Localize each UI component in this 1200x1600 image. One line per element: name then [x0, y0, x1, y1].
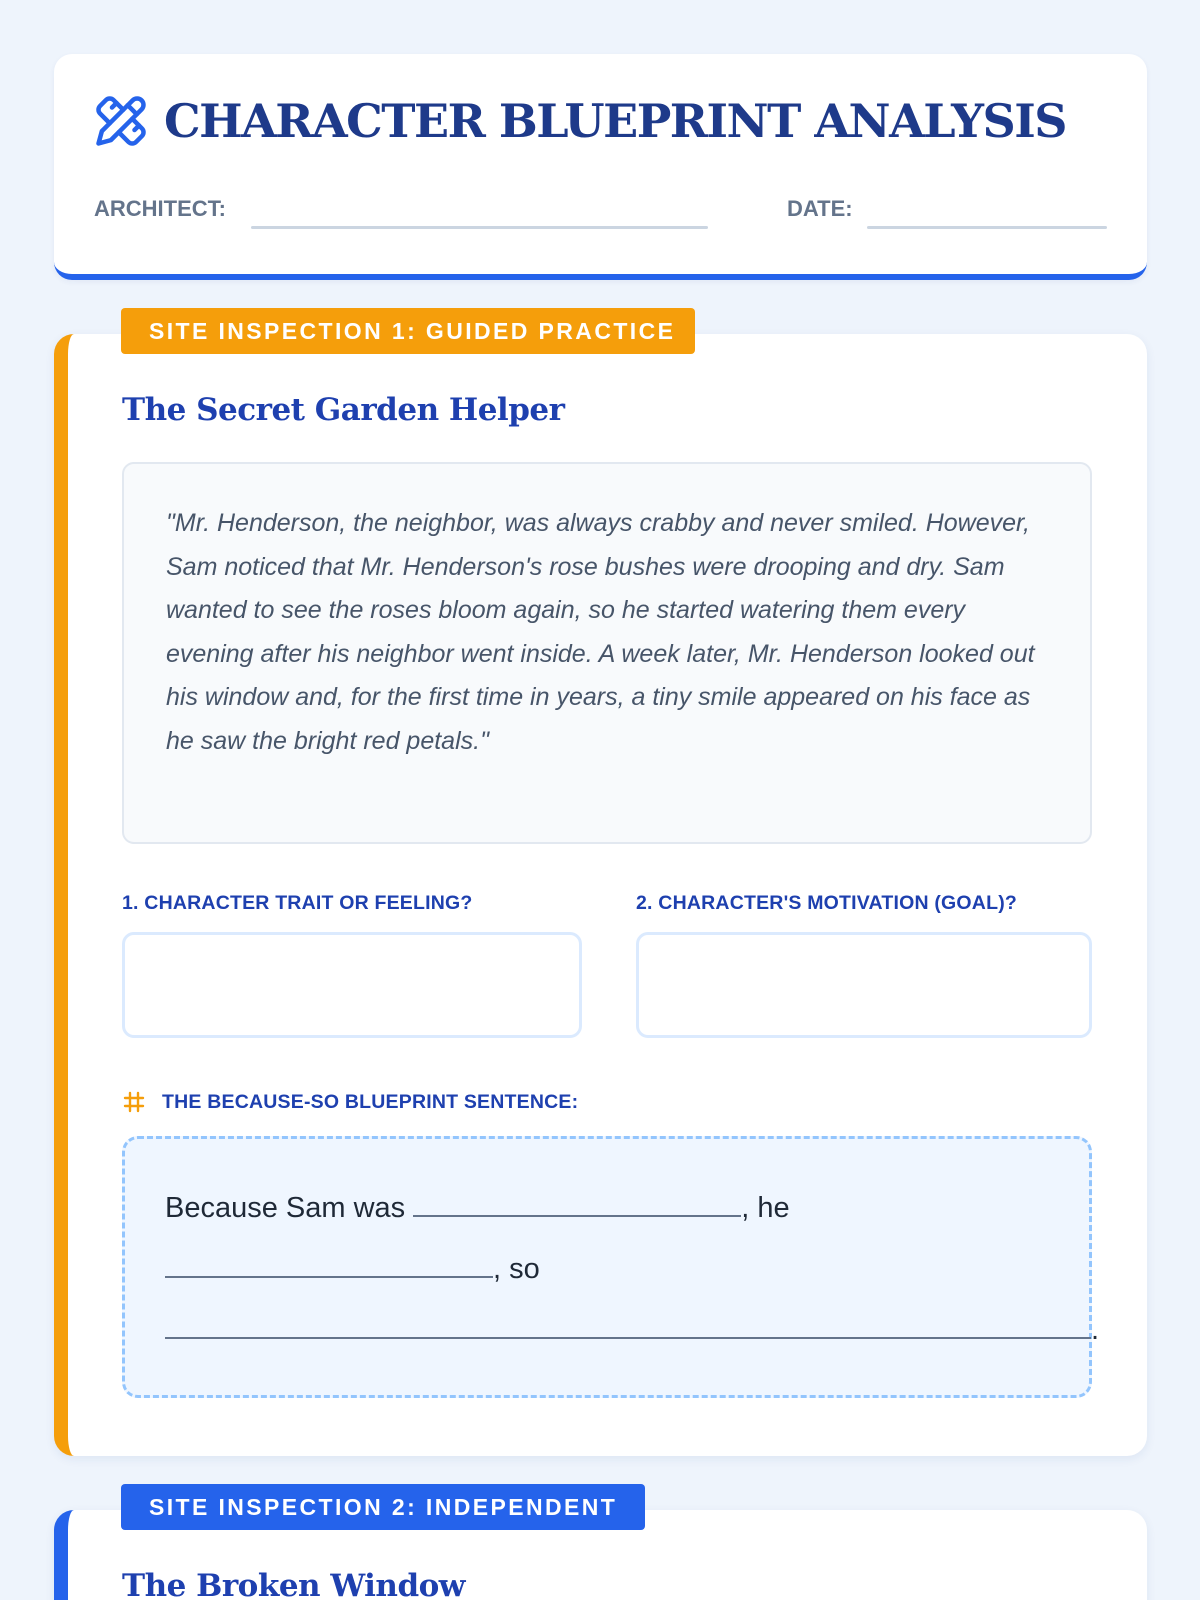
header-card	[54, 54, 1147, 280]
architect-label: ARCHITECT:	[94, 196, 226, 221]
sentence-blank-result[interactable]	[165, 1313, 1091, 1339]
sentence-part-3: , so	[493, 1253, 540, 1285]
blueprint-header	[122, 1090, 578, 1114]
page-title: CHARACTER BLUEPRINT ANALYSIS	[164, 94, 1066, 148]
sentence-line-1	[165, 1191, 790, 1225]
architect-field[interactable]	[251, 226, 708, 229]
section-1-badge: SITE INSPECTION 1: GUIDED PRACTICE	[121, 308, 695, 354]
question-2-answer-box[interactable]	[636, 932, 1092, 1038]
blueprint-sentence-box	[122, 1136, 1100, 1398]
story-passage: "Mr. Henderson, the neighbor, was always crabby and never smiled. However, Sam noticed that Mr. Henderson's rose bushes were drooping and dry. Sam wanted to see the roses bloom again, so he started watering them every evening after his neighbor went inside. A week later, Mr. Henderson looked out his window and, for the first time in years, a tiny smile appeared on his face as he saw the bright red petals."	[122, 462, 1092, 844]
sentence-line-3	[165, 1313, 1099, 1347]
meta-row	[94, 190, 1107, 230]
pencil-ruler-icon	[94, 94, 148, 148]
title-row	[94, 94, 1066, 148]
question-2-label: 2. CHARACTER'S MOTIVATION (GOAL)?	[636, 892, 1017, 914]
question-1-label: 1. CHARACTER TRAIT OR FEELING?	[122, 892, 473, 914]
story-title: The Secret Garden Helper	[122, 392, 565, 428]
question-1-answer-box[interactable]	[122, 932, 582, 1038]
sentence-blank-trait[interactable]	[413, 1191, 741, 1217]
date-label: DATE:	[787, 196, 853, 221]
sentence-part-1: Because Sam was	[165, 1192, 406, 1224]
section-2-badge: SITE INSPECTION 2: INDEPENDENT	[121, 1484, 645, 1530]
sentence-blank-action[interactable]	[165, 1252, 493, 1278]
date-field[interactable]	[867, 226, 1107, 229]
blueprint-label: THE BECAUSE-SO BLUEPRINT SENTENCE:	[162, 1090, 579, 1113]
sentence-line-2	[165, 1252, 540, 1286]
section-card-1	[54, 334, 1147, 1456]
story-title-2: The Broken Window	[122, 1568, 465, 1600]
sentence-part-2: , he	[741, 1192, 790, 1224]
sentence-part-4: .	[1091, 1314, 1100, 1346]
hash-icon	[122, 1090, 146, 1114]
